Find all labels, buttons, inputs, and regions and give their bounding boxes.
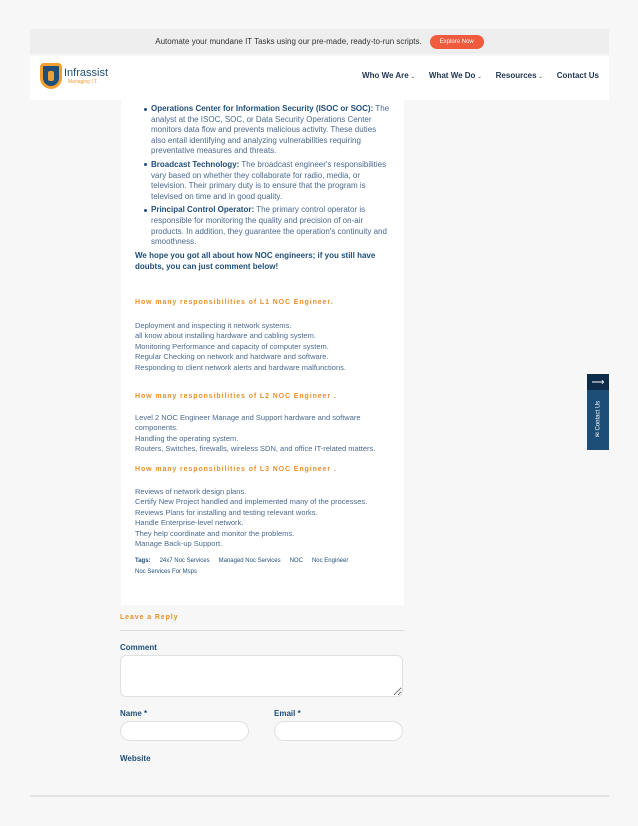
announcement-text: Automate your mundane IT Tasks using our pre-made, ready-to-run scripts. xyxy=(155,37,422,46)
list-item: all know about installing hardware and cabling system. xyxy=(135,331,316,341)
tags-label: Tags: xyxy=(135,558,151,564)
list-item: Monitoring Performance and capacity of computer system. xyxy=(135,341,329,351)
list-item: Reviews of network design plans. xyxy=(135,487,247,496)
main-nav xyxy=(362,71,599,80)
chevron-down-icon: ⌄ xyxy=(538,74,543,80)
contact-us-tab[interactable] xyxy=(587,374,609,450)
announcement-bar xyxy=(30,29,609,54)
tags-row xyxy=(135,558,395,575)
section-heading-l2: How many responsibilities of L2 NOC Engineer . xyxy=(135,393,337,400)
roles-list xyxy=(151,104,391,251)
nav-label: Contact Us xyxy=(556,71,599,80)
list-item: Reviews Plans for installing and testing relevant works. xyxy=(135,507,318,517)
tag-link[interactable]: Managed Noc Services xyxy=(218,558,281,564)
tag-link[interactable]: Noc Services For Msps xyxy=(135,569,198,575)
role-text: The primary control operator is responsible for monitoring the quality and precision of on-air products. In addition, they guarantee the operation's continuity and smoothness. xyxy=(151,205,387,247)
list-item: They help coordinate and monitor the problems. xyxy=(135,528,295,538)
role-title: Principal Control Operator: xyxy=(151,205,255,215)
list-item: Level 2 NOC Engineer Manage and Support hardware and software components. xyxy=(135,413,361,433)
chevron-down-icon: ⌄ xyxy=(477,74,482,80)
site-header xyxy=(30,56,609,100)
nav-contact-us[interactable] xyxy=(557,71,599,80)
role-text: The broadcast engineer's responsibilities vary based on whether they collaborate for radio, media, or television. Their primary duty is to ensure that the program is televised on time and in good quality. xyxy=(151,159,387,201)
tag-link[interactable]: Noc Engineer xyxy=(311,558,349,564)
list-item: Handling the operating system. xyxy=(135,433,239,443)
list-item: Deployment and inspecting it network systems. xyxy=(135,321,292,330)
explore-now-button[interactable]: Explore Now xyxy=(430,35,484,49)
list-item: Regular Checking on network and hardware and software. xyxy=(135,352,329,362)
role-title: Operations Center for Information Security (ISOC or SOC): xyxy=(151,104,374,113)
footer-divider xyxy=(30,795,609,797)
nav-label: What We Do xyxy=(428,71,476,80)
leave-reply-heading: Leave a Reply xyxy=(120,614,179,621)
role-title: Broadcast Technology: xyxy=(151,159,240,169)
list-item: Certify New Project handled and implemented many of the processes. xyxy=(135,497,368,507)
list-item: Handle Enterprise-level network. xyxy=(135,518,244,528)
nav-who-we-are[interactable] xyxy=(362,71,415,80)
comment-label: Comment xyxy=(120,643,157,652)
logo-tagline: Managing I.T. xyxy=(68,78,99,85)
section-heading-l3: How many responsibilities of L3 NOC Engineer . xyxy=(135,466,337,473)
nav-label: Who We Are xyxy=(362,71,409,80)
list-item xyxy=(151,104,391,157)
logo-name: Infrassist xyxy=(64,66,109,79)
logo-text xyxy=(64,68,108,85)
l1-list xyxy=(135,321,390,373)
role-text: The analyst at the ISOC, SOC, or Data Security Operations Center monitors data flow and prevents malicious activity. These duties also entail identifying and analyzing vulnerabilities requiring preventative measures and threats. xyxy=(151,104,390,156)
email-label: Email * xyxy=(274,709,301,718)
arrow-right-icon[interactable]: ⟶ xyxy=(587,374,609,390)
shield-logo-icon xyxy=(40,63,62,89)
website-label: Website xyxy=(120,754,151,763)
email-input[interactable] xyxy=(274,721,403,741)
divider xyxy=(120,630,404,631)
list-item xyxy=(151,160,391,202)
chevron-down-icon: ⌄ xyxy=(410,74,415,80)
nav-what-we-do[interactable] xyxy=(429,71,482,80)
nav-resources[interactable] xyxy=(496,71,543,80)
tag-link[interactable]: NOC xyxy=(289,558,303,564)
list-item: Manage Back-up Support. xyxy=(135,539,223,549)
tag-link[interactable]: 24x7 Noc Services xyxy=(159,558,210,564)
l3-list xyxy=(135,487,390,549)
list-item: Routers, Switches, firewalls, wireless SDN, and office IT-related matters. xyxy=(135,444,376,454)
list-item xyxy=(151,205,391,247)
l2-list xyxy=(135,413,390,455)
section-heading-l1: How many responsibilities of L1 NOC Engineer. xyxy=(135,299,334,306)
name-label: Name * xyxy=(120,709,148,718)
site-logo[interactable] xyxy=(40,63,108,89)
list-item: Responding to client network alerts and hardware malfunctions. xyxy=(135,362,346,372)
name-input[interactable] xyxy=(120,721,249,741)
closing-paragraph: We hope you got all about how NOC engineers; if you still have doubts, you can just comment below! xyxy=(135,251,376,271)
nav-label: Resources xyxy=(495,71,537,80)
comment-input[interactable] xyxy=(120,655,403,697)
contact-us-label: ✉ Contact Us xyxy=(595,400,602,438)
